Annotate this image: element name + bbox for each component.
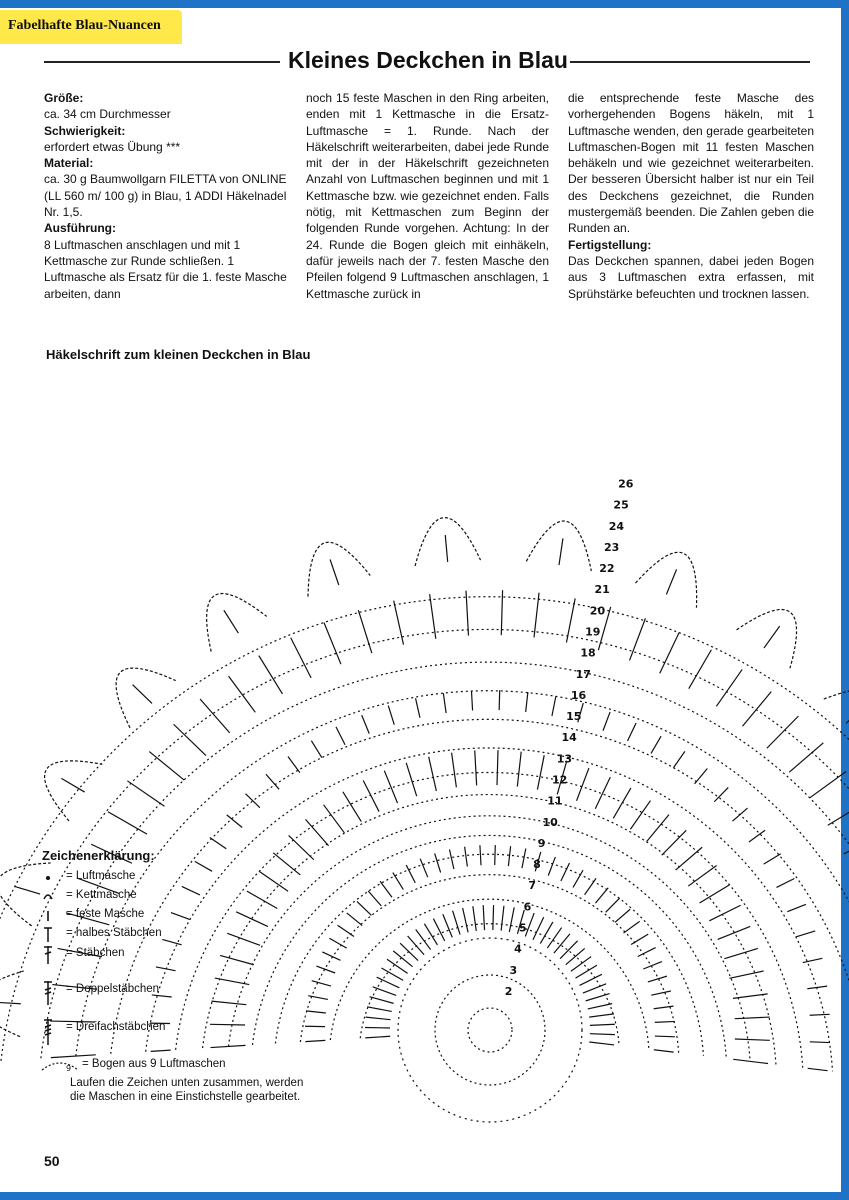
material-heading: Material: bbox=[44, 156, 94, 171]
section-tab-label: Fabelhafte Blau-Nuancen bbox=[8, 18, 161, 33]
stitch-mark bbox=[393, 873, 404, 890]
stitch-mark bbox=[647, 815, 669, 842]
stitch-mark bbox=[630, 618, 646, 660]
stitch-mark bbox=[566, 598, 575, 642]
stitch-mark bbox=[433, 919, 444, 941]
stitch-mark bbox=[435, 853, 441, 872]
petal-stem bbox=[224, 610, 238, 633]
stitch-mark bbox=[735, 1017, 770, 1019]
stitch-mark bbox=[810, 771, 846, 797]
stitch-mark bbox=[638, 948, 656, 957]
chain-arc-count: 9 bbox=[66, 1064, 72, 1073]
stitch-mark bbox=[590, 1024, 615, 1025]
round-number: 10 bbox=[542, 815, 558, 829]
stitch-mark bbox=[517, 752, 521, 787]
difficulty-heading: Schwierigkeit: bbox=[44, 123, 126, 138]
petal-stem bbox=[559, 538, 563, 565]
round-number: 15 bbox=[566, 710, 582, 724]
round-number: 3 bbox=[509, 963, 518, 977]
legend-item-slip bbox=[40, 887, 320, 907]
stitch-mark bbox=[338, 925, 354, 936]
stitch-mark bbox=[289, 835, 314, 859]
stitch-mark bbox=[586, 994, 610, 1001]
petal-arch bbox=[824, 689, 849, 749]
stitch-mark bbox=[365, 1027, 390, 1028]
stitch-mark bbox=[501, 590, 502, 635]
finish-heading: Fertigstellung: bbox=[568, 237, 652, 252]
stitch-mark bbox=[595, 777, 610, 809]
stitch-mark bbox=[480, 845, 481, 865]
arc-icon bbox=[40, 887, 64, 907]
round-number: 13 bbox=[556, 752, 573, 766]
stitch-mark bbox=[497, 750, 498, 785]
stitch-mark bbox=[495, 845, 496, 865]
stitch-mark bbox=[643, 962, 662, 969]
stitch-mark bbox=[471, 691, 472, 711]
stitch-mark bbox=[453, 911, 460, 935]
petal-stem bbox=[445, 535, 447, 562]
petal-stem bbox=[14, 886, 40, 894]
stitch-mark bbox=[509, 907, 514, 932]
stitch-mark bbox=[466, 591, 468, 636]
stitch-mark bbox=[416, 698, 420, 718]
legend-item-sc bbox=[40, 906, 320, 926]
stitch-mark bbox=[688, 865, 716, 886]
stitch-mark bbox=[108, 812, 147, 834]
stitch-mark bbox=[540, 922, 553, 944]
half-double-icon bbox=[40, 925, 64, 945]
stitch-mark bbox=[533, 917, 544, 940]
stitch-mark bbox=[828, 802, 849, 825]
stitch-mark bbox=[493, 905, 494, 930]
round-number: 21 bbox=[594, 583, 610, 597]
legend-label: = Bogen aus 9 Luftmaschen bbox=[82, 1058, 226, 1070]
stitch-mark bbox=[424, 924, 437, 945]
center-ring bbox=[468, 1008, 512, 1052]
stitch-mark bbox=[648, 976, 667, 982]
stitch-mark bbox=[695, 769, 708, 784]
stitch-mark bbox=[373, 987, 396, 996]
triple-treble-icon bbox=[40, 1019, 64, 1045]
round-number: 20 bbox=[589, 604, 606, 618]
treble-icon bbox=[40, 981, 64, 1005]
stitch-mark bbox=[452, 753, 457, 788]
stitch-mark bbox=[416, 929, 431, 949]
stitch-mark bbox=[363, 780, 379, 811]
stitch-mark bbox=[443, 914, 452, 937]
stitch-mark bbox=[767, 716, 799, 748]
stitch-mark bbox=[526, 692, 528, 712]
round-number: 6 bbox=[523, 900, 532, 914]
stitch-mark bbox=[729, 971, 763, 978]
page-title: Kleines Deckchen in Blau bbox=[288, 47, 568, 73]
bar-icon bbox=[40, 906, 64, 926]
stitch-mark bbox=[716, 669, 742, 706]
stitch-mark bbox=[651, 736, 661, 753]
petal-stem bbox=[666, 569, 676, 594]
stitch-mark bbox=[548, 857, 555, 876]
stitch-mark bbox=[288, 757, 300, 773]
dot-icon bbox=[40, 868, 64, 888]
stitch-mark bbox=[388, 706, 394, 725]
stitch-mark bbox=[324, 623, 341, 665]
stitch-mark bbox=[615, 909, 630, 922]
chain-arc-icon bbox=[40, 1056, 80, 1076]
stitch-mark bbox=[583, 984, 606, 993]
stitch-mark bbox=[630, 801, 650, 830]
round-number: 9 bbox=[537, 836, 546, 850]
stitch-mark bbox=[370, 997, 394, 1004]
stitch-mark bbox=[613, 788, 631, 818]
stitch-mark bbox=[380, 881, 392, 897]
stitch-mark bbox=[733, 994, 768, 999]
petal-arch bbox=[308, 542, 370, 596]
round-number: 26 bbox=[618, 477, 634, 491]
stitch-mark bbox=[200, 699, 230, 733]
legend-label: = Kettmasche bbox=[66, 889, 137, 901]
stitch-mark bbox=[803, 958, 823, 962]
stitch-mark bbox=[742, 692, 771, 727]
round-number: 22 bbox=[599, 562, 615, 576]
stitch-mark bbox=[733, 1059, 768, 1063]
legend-item-chain bbox=[40, 868, 320, 888]
round-number: 12 bbox=[551, 773, 568, 787]
stitch-mark bbox=[365, 1036, 390, 1038]
stitch-mark bbox=[660, 633, 679, 674]
stitch-mark bbox=[366, 1017, 391, 1020]
petal-stem bbox=[0, 1002, 21, 1004]
stitch-mark bbox=[357, 901, 371, 915]
size-heading: Größe: bbox=[44, 91, 84, 105]
round-ring bbox=[398, 938, 582, 1122]
legend-note: Laufen die Zeichen unten zusammen, werden die Maschen in eine Einstichstelle gearbeitet. bbox=[70, 1077, 304, 1103]
stitch-mark bbox=[764, 854, 781, 864]
stitch-mark bbox=[590, 1034, 615, 1035]
stitch-mark bbox=[384, 771, 397, 803]
legend-label: = Stäbchen bbox=[66, 947, 125, 959]
stitch-mark bbox=[732, 808, 747, 821]
round-number: 23 bbox=[603, 540, 620, 554]
difficulty-text: erfordert etwas Übung *** bbox=[44, 139, 181, 154]
stitch-mark bbox=[311, 741, 322, 758]
round-number: 19 bbox=[585, 625, 601, 639]
stitch-mark bbox=[627, 723, 636, 741]
stitch-mark bbox=[700, 885, 730, 903]
stitch-mark bbox=[624, 921, 640, 933]
stitch-mark bbox=[714, 787, 728, 801]
legend-item-chain-arc bbox=[40, 1056, 320, 1076]
stitch-mark bbox=[749, 830, 765, 842]
round-number: 25 bbox=[613, 498, 629, 512]
round-number: 7 bbox=[528, 879, 537, 893]
round-number: 4 bbox=[514, 942, 522, 956]
page-number: 50 bbox=[44, 1153, 60, 1169]
stitch-mark bbox=[420, 859, 428, 878]
stitch-mark bbox=[465, 847, 468, 867]
stitch-mark bbox=[796, 931, 815, 937]
double-icon bbox=[40, 945, 64, 965]
stitch-mark bbox=[631, 934, 648, 944]
stitch-mark bbox=[561, 863, 570, 881]
stitch-mark bbox=[844, 834, 849, 854]
stitch-mark bbox=[662, 830, 687, 855]
stitch-mark bbox=[367, 1007, 392, 1012]
stitch-mark bbox=[655, 1021, 675, 1022]
round-number: 24 bbox=[608, 519, 625, 533]
stitch-mark bbox=[735, 1039, 770, 1040]
stitch-mark bbox=[127, 781, 164, 806]
stitch-mark bbox=[156, 967, 176, 971]
round-number: 2 bbox=[504, 984, 513, 998]
diagram-title: Häkelschrift zum kleinen Deckchen in Blau bbox=[46, 347, 311, 362]
stitch-mark bbox=[522, 848, 526, 868]
stitch-mark bbox=[449, 849, 453, 869]
stitch-mark bbox=[483, 905, 484, 930]
stitch-mark bbox=[552, 696, 556, 716]
stitch-mark bbox=[358, 610, 371, 653]
stitch-mark bbox=[501, 906, 504, 931]
stitch-mark bbox=[689, 650, 712, 689]
stitch-mark bbox=[525, 913, 534, 936]
stitch-mark bbox=[329, 938, 346, 948]
stitch-mark bbox=[654, 1050, 674, 1052]
legend-item-hdc bbox=[40, 925, 320, 945]
stitch-mark bbox=[291, 638, 311, 678]
stitch-mark bbox=[343, 792, 361, 822]
execution-text: 8 Luftmaschen anschlagen und mit 1 Kettmasche zur Runde schließen. 1 Luftmasche als Ersatz für die 1. feste Masche arbeiten, dann bbox=[44, 237, 287, 301]
legend-item-dtr bbox=[40, 1019, 320, 1045]
stitch-mark bbox=[324, 805, 345, 833]
stitch-mark bbox=[393, 951, 412, 967]
legend-label: = Doppelstäbchen bbox=[66, 983, 160, 995]
stitch-mark bbox=[810, 1042, 830, 1043]
petal-stem bbox=[61, 778, 84, 792]
stitch-mark bbox=[589, 1042, 614, 1045]
round-number: 14 bbox=[561, 731, 577, 745]
legend-label: = Luftmasche bbox=[66, 870, 136, 882]
column-3-text: die entsprechende feste Masche des vorhergehenden Bogens häkeln, mit 1 Luftmasche wenden, den gerade gearbeiteten Luftmaschen-Bogen mit 11 festen Maschen behäkeln und wie gezeichnet weiterarbeiten. Der besseren Übersicht halber ist nur ein Teil des Deckchens gezeichnet, die Runden mustergemäß beenden. Die Zahlen geben die Runden an. bbox=[568, 91, 814, 236]
stitch-mark bbox=[463, 908, 468, 932]
round-number: 5 bbox=[518, 921, 527, 935]
petal-arch bbox=[207, 594, 267, 652]
round-number: 11 bbox=[547, 794, 563, 808]
stitch-mark bbox=[724, 948, 757, 958]
stitch-mark bbox=[229, 676, 256, 712]
stitch-mark bbox=[585, 878, 596, 894]
stitch-mark bbox=[508, 846, 510, 866]
stitch-mark bbox=[673, 751, 684, 767]
stitch-mark bbox=[362, 715, 370, 734]
stitch-mark bbox=[322, 952, 340, 960]
stitch-mark bbox=[151, 1050, 171, 1051]
size-text: ca. 34 cm Durchmesser bbox=[44, 107, 171, 122]
legend-item-tr bbox=[40, 981, 320, 1005]
petal-arch bbox=[45, 761, 103, 821]
stitch-mark bbox=[316, 966, 335, 973]
stitch-mark bbox=[377, 977, 400, 988]
stitch-mark bbox=[429, 757, 437, 791]
stitch-mark bbox=[603, 712, 610, 731]
petal-arch bbox=[636, 552, 697, 607]
round-arc bbox=[275, 854, 703, 1056]
stitch-mark bbox=[787, 904, 806, 911]
stitch-mark bbox=[808, 1068, 828, 1070]
stitch-mark bbox=[595, 888, 608, 903]
stitch-mark bbox=[651, 991, 671, 995]
stitch-mark bbox=[336, 727, 345, 745]
round-arc bbox=[252, 835, 726, 1058]
stitch-mark bbox=[210, 837, 226, 848]
legend-label: = halbes Stäbchen bbox=[66, 927, 162, 939]
execution-heading: Ausführung: bbox=[44, 221, 116, 236]
legend-title: Zeichenerklärung: bbox=[42, 848, 155, 863]
stitch-mark bbox=[576, 965, 597, 978]
petal-stem bbox=[764, 626, 780, 648]
stitch-mark bbox=[368, 891, 381, 906]
stitch-mark bbox=[475, 750, 477, 785]
stitch-mark bbox=[606, 898, 620, 912]
stitch-mark bbox=[306, 1011, 326, 1013]
stitch-mark bbox=[573, 870, 583, 887]
stitch-mark bbox=[406, 763, 416, 796]
stitch-mark bbox=[443, 693, 446, 713]
round-number: 8 bbox=[533, 858, 541, 872]
column-2-text: noch 15 feste Maschen in den Ring arbeiten, enden mit 1 Kettmasche in die Ersatz-Luftmasche = 1. Runde. Nach der Häkelschrift weiterarbeiten, dabei jede Runde mit der in der Häkelschrift gezeichneten Anzahl von Luftmaschen beginnen und mit 1 Kettmasche bzw. wie gezeichnet enden. Falls nötig, mit Kettmaschen zum Beginn der folgenden Runde vorgehen. Achtung: In der 24. Runde die Bogen gleich mit einhäkeln, dafür jeweils nach der 7. festen Masche den Pfeilen folgend 9 Luftmaschen anschlagen, 1 Kettmasche zurück in bbox=[306, 91, 549, 301]
stitch-mark bbox=[580, 974, 602, 985]
stitch-mark bbox=[259, 656, 283, 694]
stitch-mark bbox=[718, 926, 751, 939]
stitch-mark bbox=[537, 755, 544, 789]
round-number: 16 bbox=[570, 688, 587, 702]
material-text: ca. 30 g Baumwollgarn FILETTA von ONLINE (LL 560 m/ 100 g) in Blau, 1 ADDI Häkelnadel Nr. 1,5. bbox=[44, 172, 287, 220]
stitch-mark bbox=[347, 913, 362, 926]
stitch-mark bbox=[577, 768, 589, 801]
legend-item-dc bbox=[40, 945, 320, 965]
stitch-mark bbox=[810, 1014, 830, 1015]
round-number: 18 bbox=[580, 646, 596, 660]
round-number: 17 bbox=[575, 667, 591, 681]
stitch-mark bbox=[554, 934, 570, 953]
finish-text: Das Deckchen spannen, dabei jeden Bogen aus 3 Luftmaschen extra erfassen, mit Sprühstärke befeuchten und trocknen lassen. bbox=[568, 253, 814, 301]
stitch-mark bbox=[560, 941, 578, 959]
petal-arch bbox=[737, 610, 797, 669]
petal-stem bbox=[330, 559, 339, 585]
stitch-mark bbox=[676, 847, 703, 870]
stitch-mark bbox=[588, 1004, 612, 1009]
stitch-mark bbox=[473, 906, 476, 931]
legend-label: = Dreifachstäbchen bbox=[66, 1021, 166, 1033]
round-ring bbox=[435, 975, 545, 1085]
stitch-mark bbox=[499, 690, 500, 710]
legend-label: = feste Masche bbox=[66, 908, 145, 920]
petal-stem bbox=[133, 685, 152, 704]
stitch-mark bbox=[149, 752, 184, 780]
stitch-mark bbox=[589, 1014, 614, 1017]
stitch-mark bbox=[789, 743, 823, 772]
stitch-mark bbox=[776, 879, 794, 888]
stitch-mark bbox=[381, 968, 403, 980]
stitch-mark bbox=[655, 1036, 675, 1037]
